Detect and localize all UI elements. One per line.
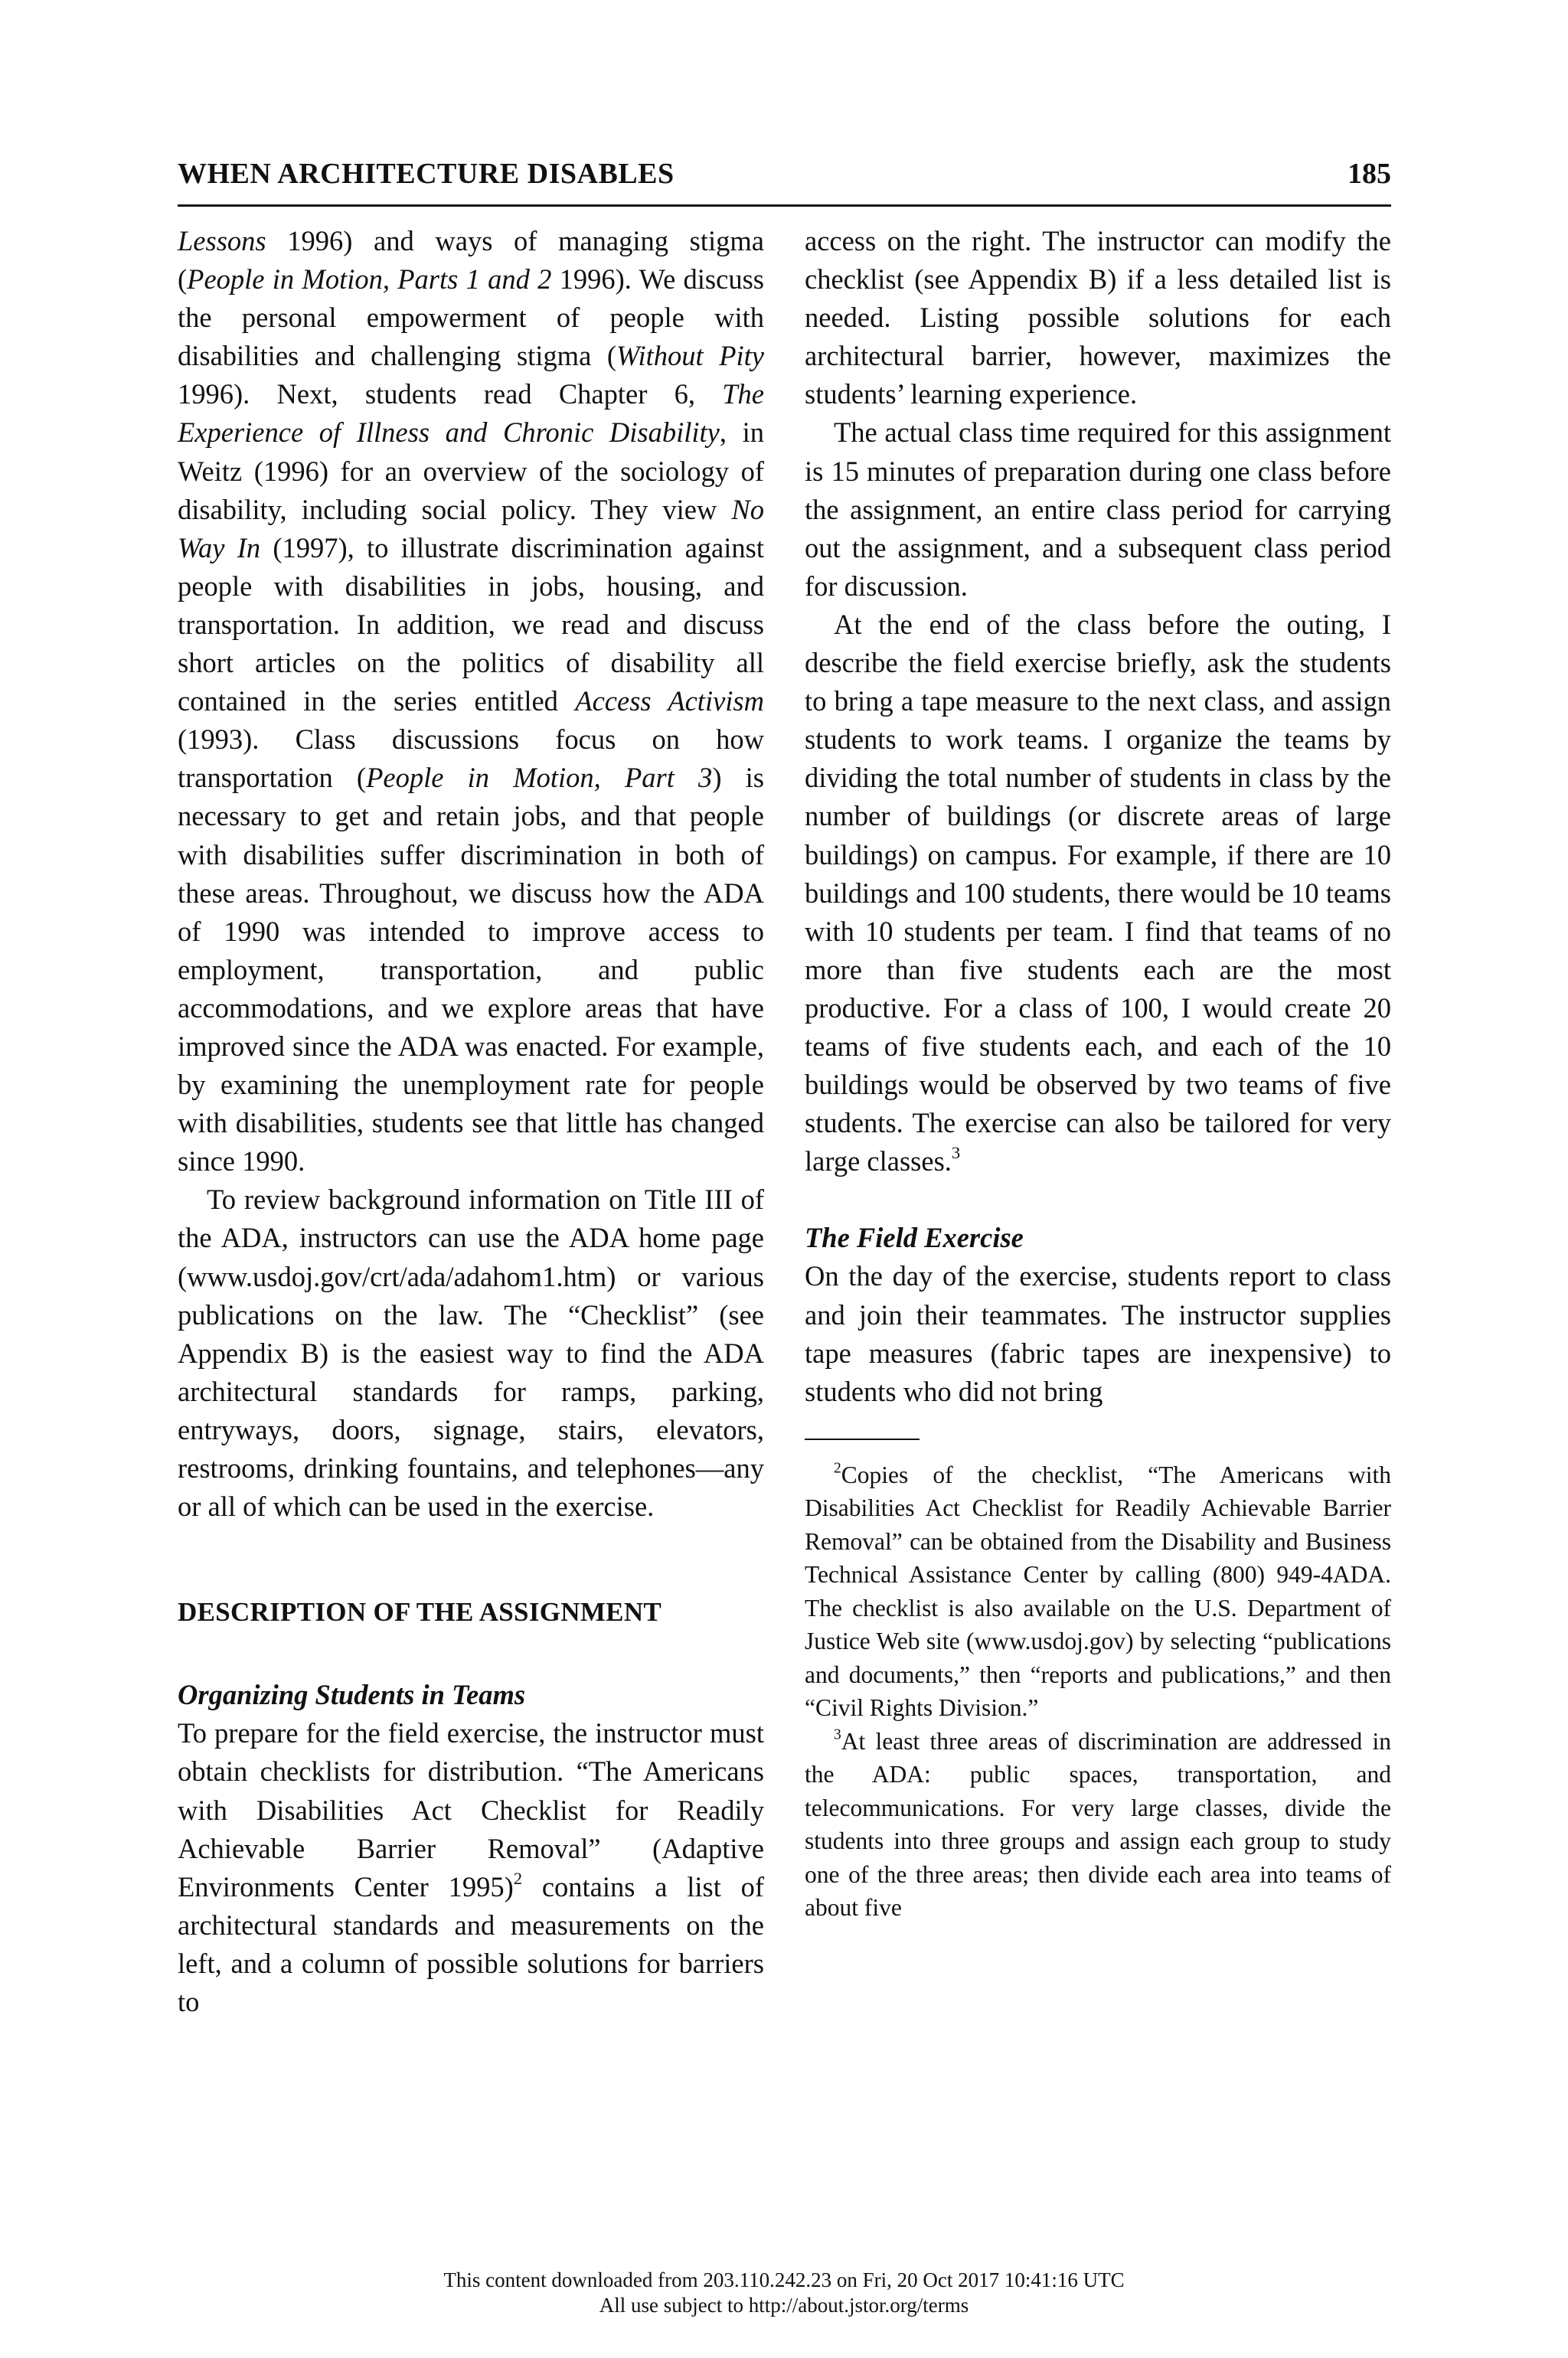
subheading: Organizing Students in Teams: [178, 1679, 526, 1711]
download-notice-line: This content downloaded from 203.110.242.23 on Fri, 20 Oct 2017 10:41:16 UTC: [443, 2268, 1125, 2291]
page-header: [178, 157, 1391, 207]
paragraph: The actual class time required for this assignment is 15 minutes of preparation during one class before the assignment, an entire class period for carrying out the assignment, and a subsequent class period for discussion.: [805, 416, 1391, 602]
subheading: The Field Exercise: [805, 1222, 1024, 1254]
running-head: WHEN ARCHITECTURE DISABLES: [178, 158, 675, 190]
paragraph: To review background information on Title III of the ADA, instructors can use the ADA home page (www.usdoj.gov/crt/ada/adahom1.htm) or various publications on the law. The “Checklist” (see Appendix B) is the easiest way to find the ADA architectural standards for ramps, parking, entryways, doors, signage, stairs, elevators, restrooms, drinking fountains, and telephones—any or all of which can be used in the exercise.: [178, 1184, 764, 1523]
download-notice: [0, 2268, 1568, 2318]
paragraph: At the end of the class before the outing, I describe the field exercise briefly, ask the students to bring a tape measure to the next class, and assign students to work teams. I organize the teams by dividing the total number of students in class by the number of buildings (or discrete areas of large buildings) on campus. For example, if there are 10 buildings and 100 students, there would be 10 teams with 10 students per team. I find that teams of no more than five students each are the most productive. For a class of 100, I would create 20 teams of five students each, and each of the 10 buildings would be observed by two teams of five students. The exercise can also be tailored for very large classes.$^3$: [805, 608, 1391, 1177]
footnote: $^3$At least three areas of discrimination are addressed in the ADA: public spaces, transportation, and telecommunications. For very large classes, divide the students into three groups and assign each group to study one of the three areas; then divide each area into teams of about five: [805, 1726, 1391, 1922]
footnote-marker: 3: [951, 1143, 961, 1163]
footnote-divider: [805, 1439, 920, 1440]
page-number: 185: [1348, 158, 1391, 190]
paragraph: To prepare for the field exercise, the instructor must obtain checklists for distribution. “The Americans with Disabilities Act Checklist for Readily Achievable Barrier Removal” (Adaptive Environments Center 1995)$^2$ contains a list of architectural standards and measurements on the left, and a column of possible solutions for barriers to: [178, 1717, 764, 2018]
left-column: [178, 222, 764, 2021]
section-heading: DESCRIPTION OF THE ASSIGNMENT: [178, 1597, 662, 1628]
footnotes: [805, 1458, 1391, 1925]
paragraph: access on the right. The instructor can modify the checklist (see Appendix B) if a less detailed list is needed. Listing possible solutions for each architectural barrier, however, maximizes the students’ learning experience.: [805, 225, 1391, 410]
footnote-marker: 2: [513, 1868, 523, 1888]
terms-link[interactable]: All use subject to http://about.jstor.org/terms: [599, 2294, 969, 2317]
right-column: [805, 222, 1391, 1925]
paragraph: Lessons 1996) and ways of managing stigma (People in Motion, Parts 1 and 2 1996). We discuss the personal empowerment of people with disabilities and challenging stigma (Without Pity 1996). Next, students read Chapter 6, The Experience of Illness and Chronic Disability, in Weitz (1996) for an overview of the sociology of disability, including social policy. They view No Way In (1997), to illustrate discrimination against people with disabilities in jobs, housing, and transportation. In addition, we read and discuss short articles on the politics of disability all contained in the series entitled Access Activism (1993). Class discussions focus on how transportation (People in Motion, Part 3) is necessary to get and retain jobs, and that people with disabilities suffer discrimination in both of these areas. Throughout, we discuss how the ADA of 1990 was intended to improve access to employment, transportation, and public accommodations, and we explore areas that have improved since the ADA was enacted. For example, by examining the unemployment rate for people with disabilities, students see that little has changed since 1990.: [178, 225, 765, 1177]
paragraph: On the day of the exercise, students report to class and join their teammates. The instructor supplies tape measures (fabric tapes are inexpensive) to students who did not bring: [805, 1260, 1391, 1407]
footnote: $^2$Copies of the checklist, “The Americans with Disabilities Act Checklist for Readily Achievable Barrier Removal” can be obtained from the Disability and Business Technical Assistance Center by calling (800) 949-4ADA. The checklist is also available on the U.S. Department of Justice Web site (www.usdoj.gov) by selecting “publications and documents,” then “reports and publications,” and then “Civil Rights Division.”: [805, 1460, 1391, 1722]
